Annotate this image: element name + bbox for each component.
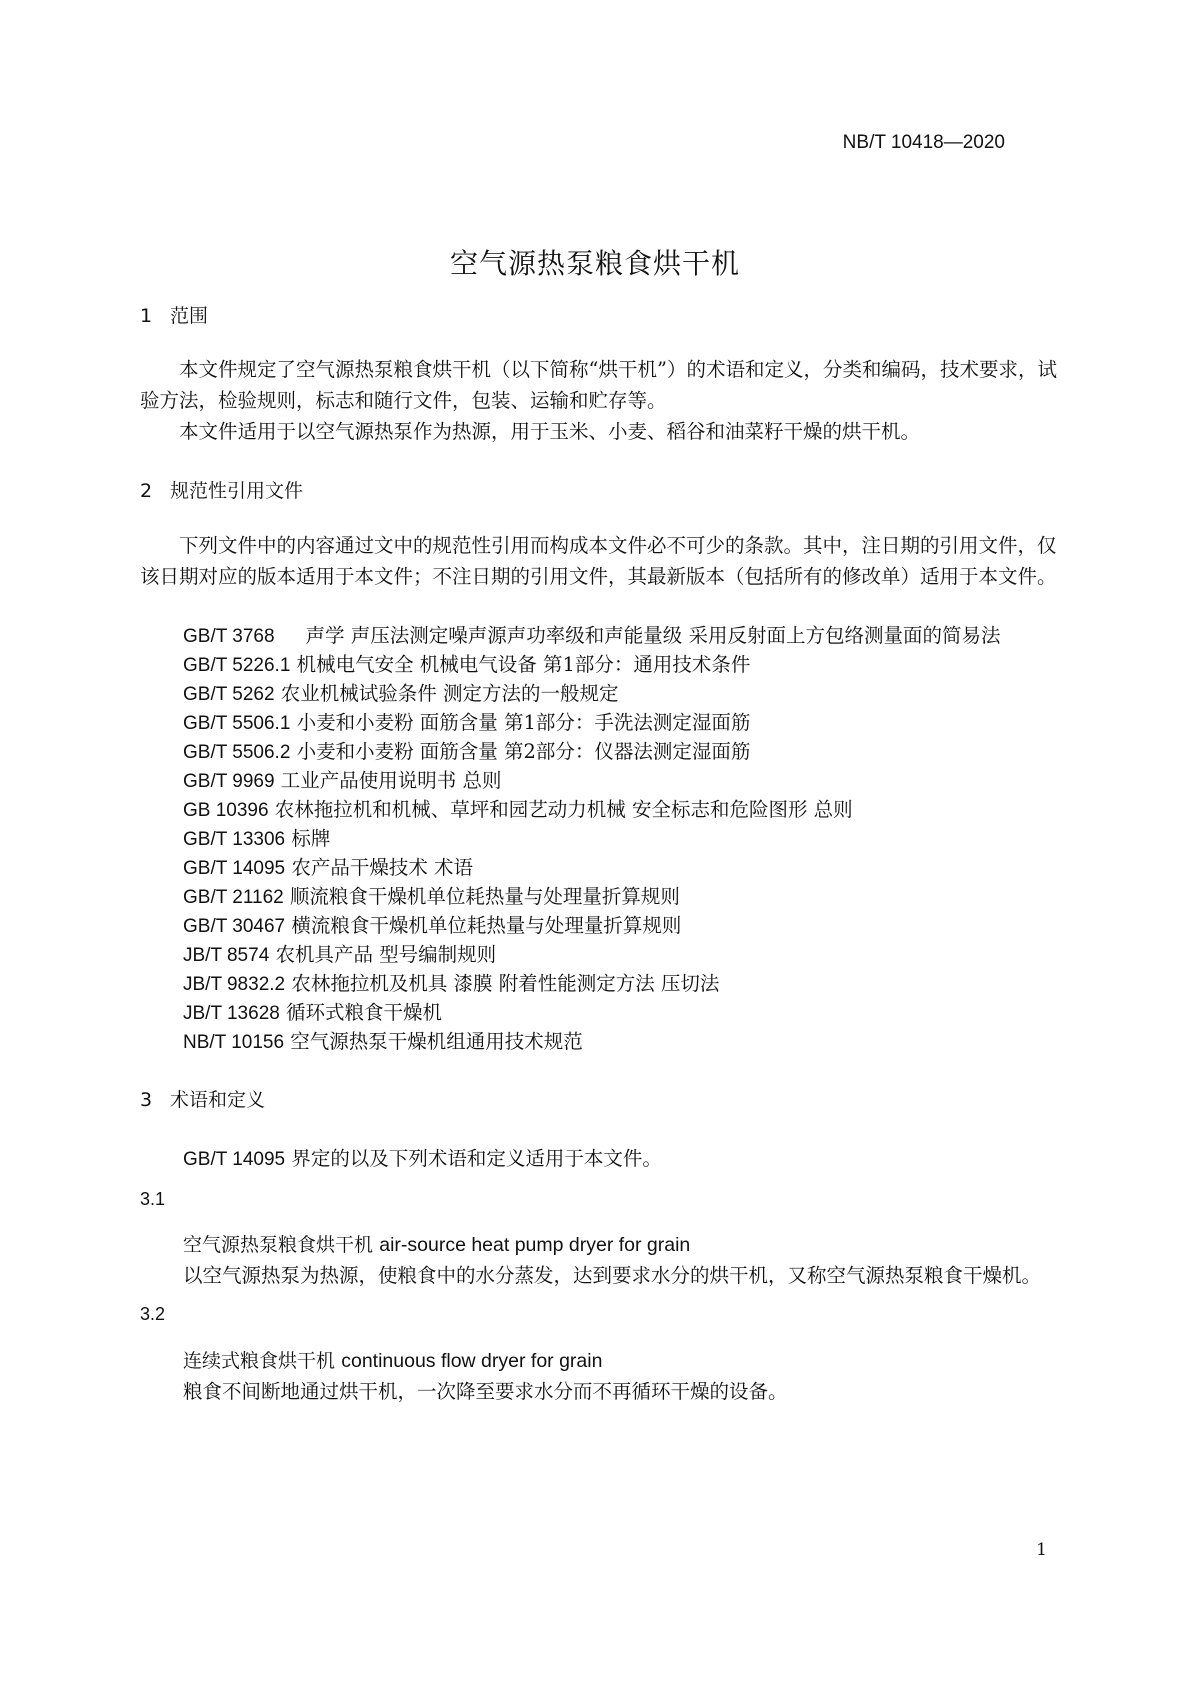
reference-item [183, 968, 719, 996]
reference-title: 农林拖拉机和机械、草坪和园艺动力机械 安全标志和危险图形 总则 [274, 798, 853, 821]
normative-references-intro: 下列文件中的内容通过文中的规范性引用而构成本文件必不可少的条款。其中，注日期的引用文件，仅该日期对应的版本适用于本文件；不注日期的引用文件，其最新版本（包括所有的修改单）适用于本文件。 [140, 534, 1057, 588]
reference-item [183, 620, 1000, 648]
reference-item [183, 823, 330, 851]
reference-title: 农林拖拉机及机具 漆膜 附着性能测定方法 压切法 [291, 972, 720, 995]
terms-intro-text: 界定的以及下列术语和定义适用于本文件。 [291, 1147, 662, 1170]
term-heading [183, 1230, 690, 1257]
section-1-heading [140, 301, 208, 328]
reference-code: GB/T 21162 [183, 887, 284, 908]
reference-code: GB 10396 [183, 800, 269, 821]
reference-item [183, 881, 680, 909]
reference-title: 空气源热泵干燥机组通用技术规范 [290, 1030, 583, 1053]
section-3-heading [140, 1085, 265, 1112]
section-title: 规范性引用文件 [170, 480, 304, 502]
section-title: 术语和定义 [170, 1089, 266, 1111]
section-number: 2 [140, 480, 153, 502]
reference-code: GB/T 14095 [183, 858, 286, 879]
reference-code: GB/T 30467 [183, 916, 286, 937]
reference-code: GB/T 13306 [183, 829, 286, 850]
term-name-en: continuous flow dryer for grain [341, 1350, 603, 1372]
terms-intro [183, 1143, 662, 1171]
reference-title: 农产品干燥技术 术语 [291, 856, 474, 879]
term-heading [183, 1346, 602, 1373]
reference-title: 工业产品使用说明书 总则 [280, 769, 502, 792]
reference-code: GB/T 5262 [183, 684, 275, 705]
reference-item [183, 707, 750, 735]
term-name-en: air-source heat pump dryer for grain [379, 1234, 691, 1256]
reference-title: 农业机械试验条件 测定方法的一般规定 [280, 682, 619, 705]
reference-item [183, 910, 681, 938]
reference-code: GB/T 5226.1 [183, 655, 291, 676]
scope-paragraph-1: 本文件规定了空气源热泵粮食烘干机（以下简称“烘干机”）的术语和定义，分类和编码，技术要求，试验方法，检验规则，标志和随行文件，包装、运输和贮存等。 [140, 358, 1057, 412]
reference-code: JB/T 13628 [183, 1003, 280, 1024]
reference-title: 标牌 [291, 827, 331, 850]
reference-title: 机械电气安全 机械电气设备 第1部分：通用技术条件 [296, 653, 751, 676]
document-code: NB/T 10418—2020 [842, 132, 1005, 153]
reference-item [183, 939, 496, 967]
reference-title: 循环式粮食干燥机 [286, 1001, 443, 1024]
reference-code: GB/T 14095 [183, 1149, 286, 1170]
reference-title: 小麦和小麦粉 面筋含量 第2部分：仪器法测定湿面筋 [296, 740, 751, 763]
section-number: 1 [140, 305, 153, 327]
reference-item [183, 1026, 583, 1054]
reference-code: GB/T 9969 [183, 771, 275, 792]
reference-title: 顺流粮食干燥机单位耗热量与处理量折算规则 [289, 885, 680, 908]
reference-title: 小麦和小麦粉 面筋含量 第1部分：手洗法测定湿面筋 [296, 711, 751, 734]
document-title: 空气源热泵粮食烘干机 [449, 247, 740, 280]
reference-item [183, 852, 473, 880]
term-number: 3.2 [140, 1304, 166, 1324]
reference-item [183, 794, 853, 822]
term-name-cn: 空气源热泵粮食烘干机 [183, 1234, 374, 1256]
reference-item [183, 765, 501, 793]
reference-code: JB/T 9832.2 [183, 974, 286, 995]
term-number: 3.1 [140, 1189, 166, 1209]
scope-paragraph-2: 本文件适用于以空气源热泵作为热源，用于玉米、小麦、稻谷和油菜籽干燥的烘干机。 [179, 420, 921, 443]
reference-code: GB/T 5506.1 [183, 713, 291, 734]
section-number: 3 [140, 1089, 153, 1111]
reference-item [183, 997, 442, 1025]
term-definition: 粮食不间断地通过烘干机，一次降至要求水分而不再循环干燥的设备。 [183, 1380, 788, 1403]
reference-code: NB/T 10156 [183, 1032, 285, 1053]
reference-title: 横流粮食干燥机单位耗热量与处理量折算规则 [291, 914, 682, 937]
page-number: 1 [1036, 1540, 1047, 1560]
reference-title: 农机具产品 型号编制规则 [275, 943, 497, 966]
reference-item [183, 678, 618, 706]
section-title: 范围 [170, 305, 209, 327]
reference-item [183, 736, 750, 764]
term-definition: 以空气源热泵为热源，使粮食中的水分蒸发，达到要求水分的烘干机，又称空气源热泵粮食干燥机。 [183, 1264, 1042, 1287]
reference-title: 声学 声压法测定噪声源声功率级和声能量级 采用反射面上方包络测量面的简易法 [305, 624, 1001, 647]
reference-code: GB/T 5506.2 [183, 742, 291, 763]
term-name-cn: 连续式粮食烘干机 [183, 1350, 336, 1372]
reference-item [183, 649, 750, 677]
reference-code: JB/T 8574 [183, 945, 270, 966]
reference-code: GB/T 3768 [183, 626, 275, 647]
section-2-heading [140, 476, 303, 503]
